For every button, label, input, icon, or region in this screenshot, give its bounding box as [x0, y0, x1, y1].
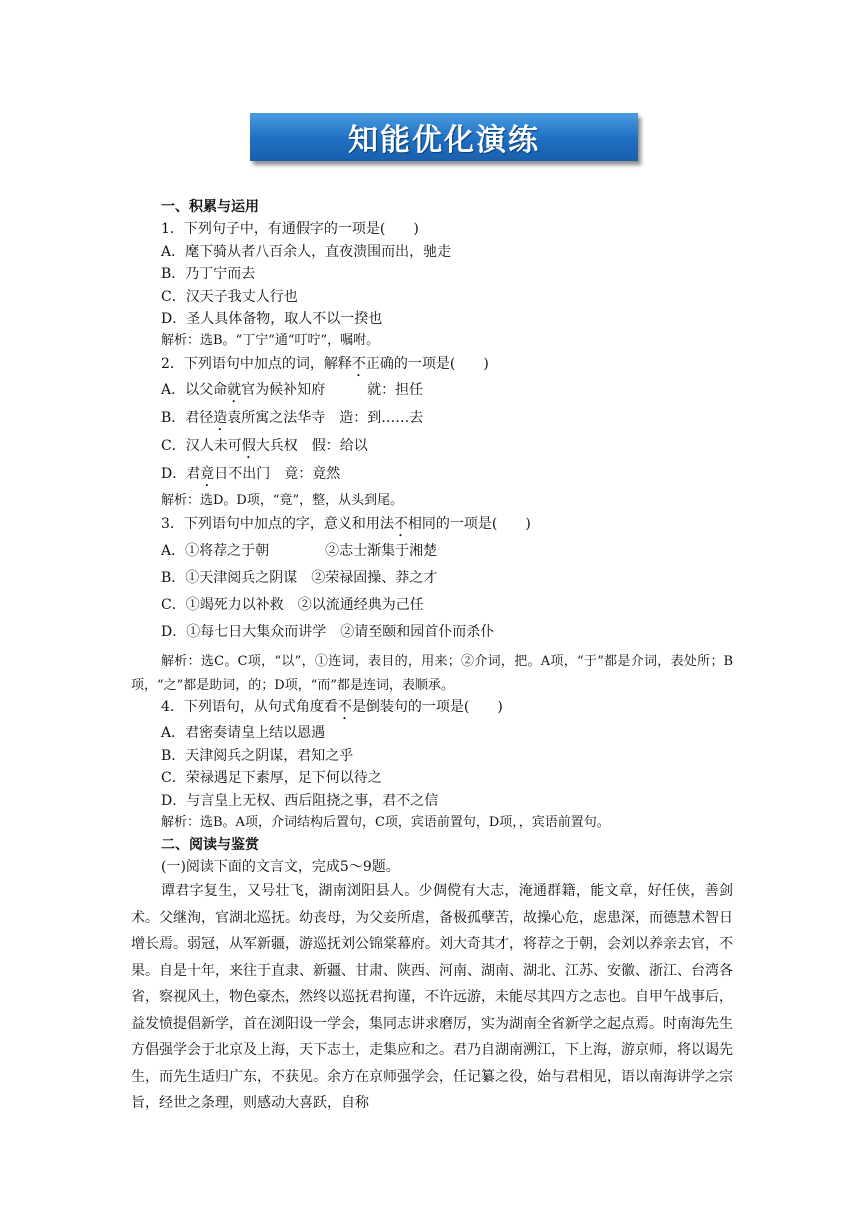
banner-title: 知能优化演练	[348, 123, 540, 158]
q3-stem: 3．下列语句中加点的字，意义和用法不相同的一项是( )	[161, 516, 531, 532]
q1-stem: 1．下列句子中，有通假字的一项是( )	[161, 221, 419, 237]
q3-option-c: C．①竭死力以补救 ②以流通经典为己任	[161, 597, 424, 613]
q4-analysis: 解析：选B。A项，介词结构后置句，C项，宾语前置句，D项，，宾语前置句。	[161, 815, 610, 830]
q4-option-c: C．荣禄遇足下素厚，足下何以待之	[161, 770, 382, 786]
section-heading-1: 一、积累与运用	[161, 199, 259, 215]
q2-option-b: B．君径造袁所寓之法华寺 造：到……去	[161, 410, 424, 426]
section-heading-2: 二、阅读与鉴赏	[161, 837, 259, 853]
q4-option-b: B．天津阅兵之阴谋，君知之乎	[161, 748, 354, 764]
q3-option-b: B．①天津阅兵之阴谋 ②荣禄固操、莽之才	[161, 570, 438, 586]
reading-intro: (一)阅读下面的文言文，完成5～9题。	[161, 859, 400, 875]
q2-stem: 2．下列语句中加点的词，解释不正确的一项是( )	[161, 356, 489, 372]
classical-passage: 谭君字复生，又号壮飞，湖南浏阳县人。少倜傥有大志，淹通群籍，能文章，好任侠，善剑术。父继洵，官湖北巡抚。幼丧母，为父妾所虐，备极孤孽苦，故操心危，虑患深，而德慧术智日增长焉。弱冠，从军新疆，游巡抚刘公锦棠幕府。刘大奇其才，将荐之于朝，会刘以养亲去官，不果。自是十年，来往于直隶、新疆、甘肃、陕西、河南、湖南、湖北、江苏、安徽、浙江、台湾各省，察视风土，物色豪杰，然终以巡抚君拘谨，不许远游，未能尽其四方之志也。自甲午战事后，益发愤提倡新学，首在浏阳设一学会，集同志讲求磨厉，实为湖南全省新学之起点焉。时南海先生方倡强学会于北京及上海，天下志士，走集应和之。君乃自湖南溯江，下上海，游京师，将以谒先生，而先生适归广东，不获见。余方在京师强学会，任记纂之役，始与君相见，语以南海讲学之宗旨，经世之条理，则感动大喜跃，自称	[131, 883, 733, 1111]
q4-option-a: A．君密奏请皇上结以恩遇	[161, 725, 326, 741]
q2-option-a: A．以父命就官为候补知府 就：担任	[161, 382, 424, 398]
q1-option-a: A．麾下骑从者八百余人，直夜溃围而出，驰走	[161, 244, 452, 260]
q3-analysis: 解析：选C。C项，“以”，①连词，表目的，用来；②介词，把。A项，“于”都是介词，表处所；B项，“之”都是助词，的；D项，“而”都是连词，表顺承。	[131, 654, 733, 693]
section-title-banner	[250, 113, 638, 161]
q2-option-d: D．君竟日不出门 竟：竟然	[161, 466, 341, 482]
q1-option-c: C．汉天子我丈人行也	[161, 289, 298, 305]
q4-stem: 4．下列语句，从句式角度看不是倒装句的一项是( )	[161, 699, 503, 715]
q1-option-b: B．乃丁宁而去	[161, 266, 256, 282]
q1-option-d: D．圣人具体备物，取人不以一揆也	[161, 311, 383, 327]
q3-option-a: A．①将荐之于朝 ②志士渐集于湘楚	[161, 543, 438, 559]
q2-analysis: 解析：选D。D项，“竟”，整，从头到尾。	[161, 493, 404, 508]
q2-option-c: C．汉人未可假大兵权 假：给以	[161, 438, 368, 454]
q1-analysis: 解析：选B。“丁宁”通“叮咛”，嘱咐。	[161, 333, 380, 348]
q4-option-d: D．与言皇上无权、西后阻挠之事，君不之信	[161, 793, 439, 809]
q3-option-d: D．①每七日大集众而讲学 ②请至颐和园首仆而杀仆	[161, 624, 495, 640]
